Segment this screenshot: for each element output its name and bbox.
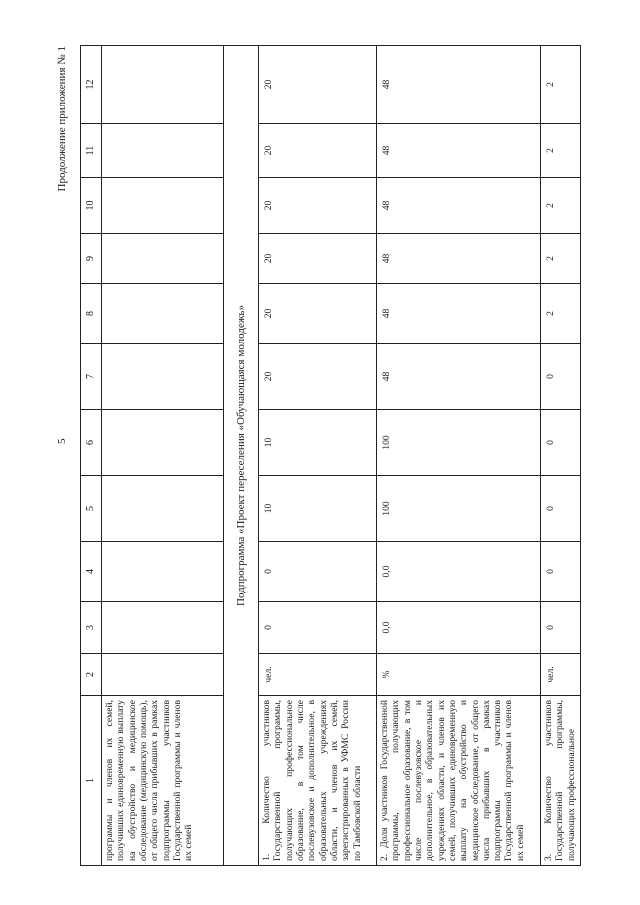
header-cell: 12 <box>81 46 102 124</box>
table-cell: 48 <box>377 344 541 410</box>
table-cell: чел. <box>259 654 377 696</box>
table-cell <box>102 602 224 654</box>
table-cell: 2 <box>541 178 581 234</box>
table-row <box>541 46 581 866</box>
table-cell <box>102 410 224 476</box>
header-cell: 7 <box>81 344 102 410</box>
table-cell: 2 <box>541 124 581 178</box>
table-cell: % <box>377 654 541 696</box>
page-caption: Продолжение приложения № 1 <box>56 46 68 192</box>
table-cell: 100 <box>377 410 541 476</box>
header-cell: 1 <box>81 696 102 866</box>
subprogram-heading: Подпрограмма «Проект переселения «Обучающаяся молодежь» <box>224 46 259 866</box>
table-cell: 20 <box>259 46 377 124</box>
table-cell: 48 <box>377 284 541 344</box>
indicator-name: программы и членов их семей, получивших единовременную выплату на обустройство и медицинское обследование (медицинскую помощь), от общего числа прибывших в рамках подпрограммы участников Государственной программы и членов их семей <box>102 696 224 866</box>
table-cell: 100 <box>377 476 541 542</box>
table-cell: 2 <box>541 46 581 124</box>
table-cell <box>102 476 224 542</box>
rotated-page-content <box>56 46 582 866</box>
page-number: 5 <box>56 438 68 444</box>
table-cell: 10 <box>259 410 377 476</box>
indicator-name: 2. Доля участников Государственной программы, получающих профессиональное образование, в том числе послевузовское и дополнительное, в образовательных учреждениях области, и членов их семей, получивших единовременную выплату на обустройство и медицинское обследование, от общего числа прибывших в рамках подпрограммы участников Государственной программы и членов их семей <box>377 696 541 866</box>
table-cell: чел. <box>541 654 581 696</box>
subprogram-row <box>224 46 259 866</box>
header-cell: 3 <box>81 602 102 654</box>
table-cell: 48 <box>377 234 541 284</box>
table-cell: 0 <box>541 602 581 654</box>
table-cell: 20 <box>259 284 377 344</box>
table-cell: 2 <box>541 234 581 284</box>
table-header-row <box>81 46 102 866</box>
header-cell: 10 <box>81 178 102 234</box>
table-cell: 0 <box>541 476 581 542</box>
table-row <box>259 46 377 866</box>
table-row <box>377 46 541 866</box>
indicator-name: 1. Количество участников Государственной программы, получающих профессиональное образование, в том числе послевузовское и дополнительное, в образовательных учреждениях области, и членов их семей, зарегистрированных в УФМС России по Тамбовской области <box>259 696 377 866</box>
table-cell <box>102 542 224 602</box>
table-cell <box>102 234 224 284</box>
table-cell: 48 <box>377 46 541 124</box>
table-cell: 20 <box>259 124 377 178</box>
table-cell: 0 <box>541 410 581 476</box>
table-cell: 2 <box>541 284 581 344</box>
table-cell: 48 <box>377 124 541 178</box>
header-cell: 6 <box>81 410 102 476</box>
header-cell: 5 <box>81 476 102 542</box>
table-cell: 20 <box>259 178 377 234</box>
table-cell: 10 <box>259 476 377 542</box>
table-row <box>102 46 224 866</box>
table-cell: 0 <box>259 542 377 602</box>
table-cell <box>102 654 224 696</box>
table-cell <box>102 124 224 178</box>
header-cell: 2 <box>81 654 102 696</box>
header-cell: 8 <box>81 284 102 344</box>
table-cell: 0 <box>541 542 581 602</box>
indicator-name: 3. Количество участников Государственной программы, получающих профессиональное <box>541 696 581 866</box>
table-cell <box>102 284 224 344</box>
table-cell: 0 <box>541 344 581 410</box>
table-cell <box>102 46 224 124</box>
table-cell <box>102 344 224 410</box>
table-cell: 20 <box>259 344 377 410</box>
header-cell: 11 <box>81 124 102 178</box>
table-cell: 0,0 <box>377 542 541 602</box>
header-cell: 4 <box>81 542 102 602</box>
indicator-table <box>80 45 581 866</box>
header-cell: 9 <box>81 234 102 284</box>
table-cell: 48 <box>377 178 541 234</box>
table-cell <box>102 178 224 234</box>
table-cell: 0,0 <box>377 602 541 654</box>
table-cell: 0 <box>259 602 377 654</box>
table-cell: 20 <box>259 234 377 284</box>
